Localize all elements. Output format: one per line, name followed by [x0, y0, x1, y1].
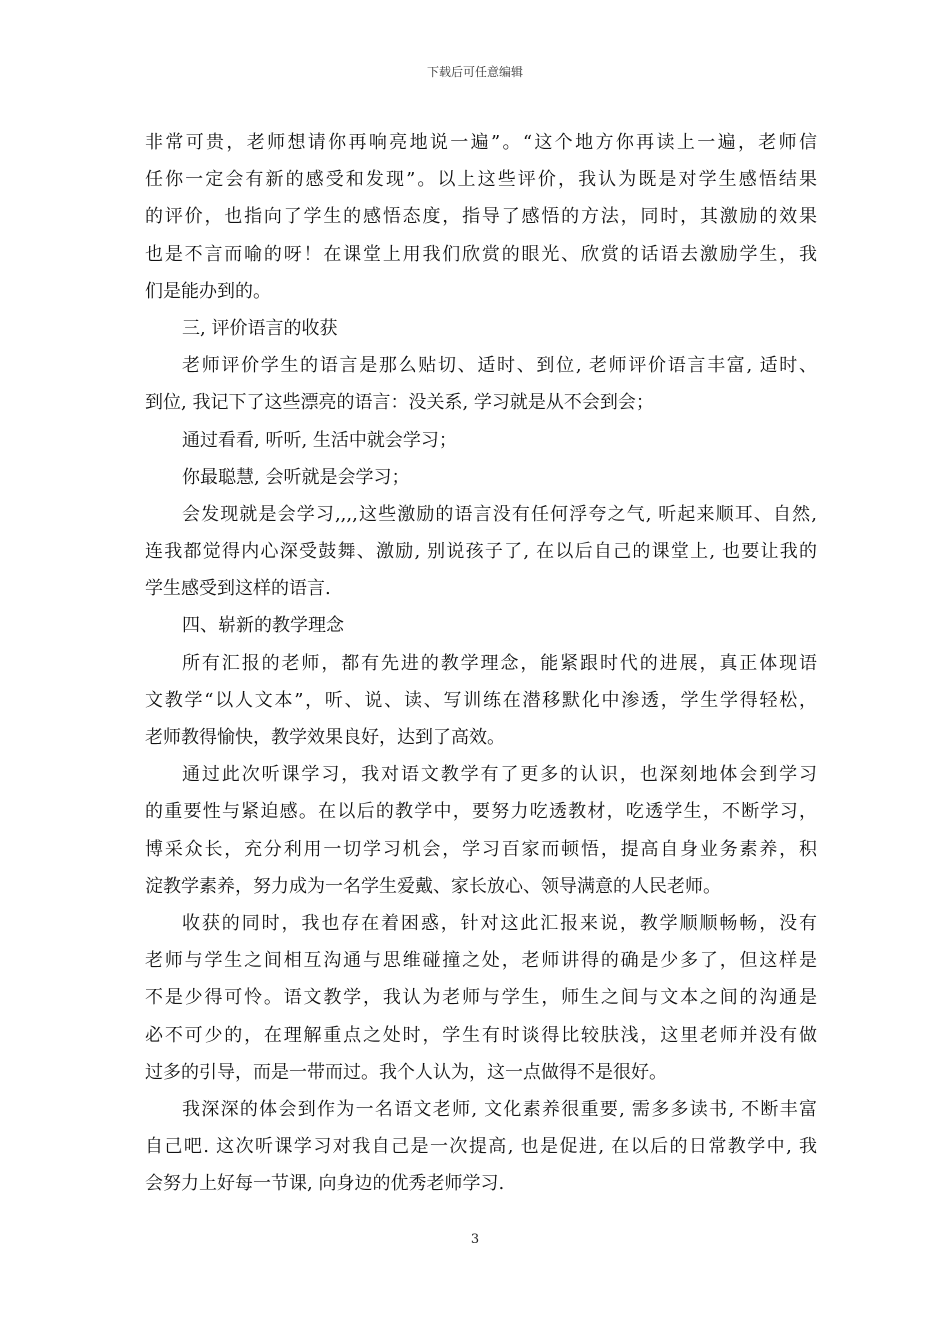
text-line: 博采众长，充分利用一切学习机会，学习百家而顿悟，提高自身业务素养，积: [145, 838, 817, 860]
text-line: 收获的同时，我也存在着困惑，针对这此汇报来说，教学顺顺畅畅，没有: [182, 912, 817, 934]
text-line: 通过此次听课学习，我对语文教学有了更多的认识，也深刻地体会到学习: [182, 764, 817, 786]
page-number: 3: [470, 1232, 480, 1247]
text-line: 你最聪慧, 会听就是会学习；: [182, 466, 410, 488]
document-body: [145, 124, 817, 1202]
text-line: 的重要性与紧迫感。在以后的教学中，要努力吃透教材，吃透学生，不断学习，: [145, 801, 817, 823]
text-line: 到位, 我记下了这些漂亮的语言：没关系, 学习就是从不会到会；: [145, 392, 654, 414]
text-line: 连我都觉得内心深受鼓舞、激励, 别说孩子了, 在以后自己的课堂上, 也要让我的: [145, 541, 817, 563]
text-line: 通过看看, 听听, 生活中就会学习；: [182, 429, 457, 451]
text-line: 我深深的体会到作为一名语文老师, 文化素养很重要, 需多多读书, 不断丰富: [182, 1098, 817, 1120]
text-line: 老师评价学生的语言是那么贴切、适时、到位, 老师评价语言丰富, 适时、: [182, 355, 817, 377]
section-heading: 三, 评价语言的收获: [182, 317, 338, 339]
text-line: 老师与学生之间相互沟通与思维碰撞之处，老师讲得的确是少多了，但这样是: [145, 950, 817, 972]
text-line: 老师教得愉快，教学效果良好，达到了高效。: [145, 727, 505, 748]
text-line: 会努力上好每一节课, 向身边的优秀老师学习.: [145, 1173, 505, 1195]
text-line: 会发现就是会学习,,,,这些激励的语言没有任何浮夸之气, 听起来顺耳、自然,: [182, 503, 817, 525]
text-line: 自己吧. 这次听课学习对我自己是一次提高, 也是促进, 在以后的日常教学中, 我: [145, 1136, 817, 1158]
page-header: 下载后可任意编辑: [426, 65, 523, 79]
text-line: 文教学“以人文本”，听、说、读、写训练在潜移默化中渗透，学生学得轻松，: [145, 689, 817, 711]
text-line: 必不可少的，在理解重点之处时，学生有时谈得比较肤浅，这里老师并没有做: [145, 1024, 817, 1046]
text-line: 任你一定会有新的感受和发现”。以上这些评价，我认为既是对学生感悟结果: [145, 169, 817, 191]
text-line: 非常可贵，老师想请你再响亮地说一遍”。“这个地方你再读上一遍，老师信: [145, 132, 817, 153]
text-line: 不是少得可怜。语文教学，我认为老师与学生，师生之间与文本之间的沟通是: [145, 987, 817, 1009]
text-line: 的评价，也指向了学生的感悟态度，指导了感悟的方法，同时，其激励的效果: [145, 206, 817, 228]
text-line: 过多的引导，而是一带而过。我个人认为，这一点做得不是很好。: [145, 1061, 667, 1083]
text-line: 学生感受到这样的语言.: [145, 578, 331, 600]
text-line: 们是能办到的。: [145, 280, 271, 302]
text-line: 淀教学素养，努力成为一名学生爱戴、家长放心、领导满意的人民老师。: [145, 875, 721, 897]
section-heading: 四、崭新的教学理念: [182, 615, 344, 637]
text-line: 也是不言而喻的呀！在课堂上用我们欣赏的眼光、欣赏的话语去激励学生，我: [145, 243, 817, 265]
text-line: 所有汇报的老师，都有先进的教学理念，能紧跟时代的进展，真正体现语: [182, 652, 817, 674]
